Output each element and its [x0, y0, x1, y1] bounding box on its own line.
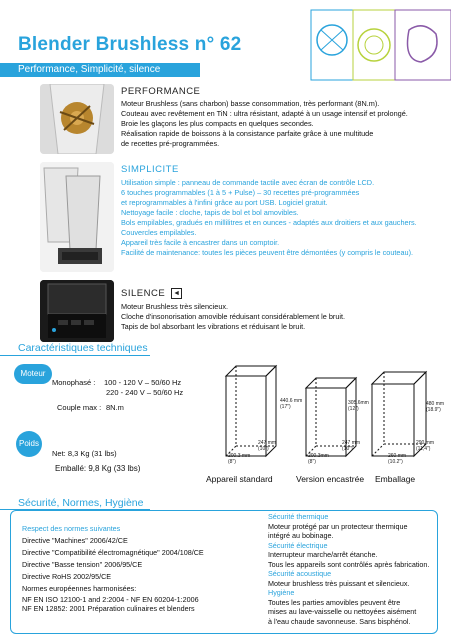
directive-item: Directive "Machines" 2006/42/CE [22, 536, 128, 545]
respect-heading: Respect des normes suivantes [22, 524, 121, 533]
hygiene-line: mises au lave-vaisselle ou nettoyées aisément [268, 607, 417, 616]
dim-value: 200.3 mm [228, 453, 251, 459]
monophase-label: Monophasé : [52, 378, 96, 387]
box-encastree-width [308, 453, 329, 465]
dim-value-inch: (10") [258, 446, 269, 452]
electrique-line: Tous les appareils sont contrôlés après fabrication. [268, 559, 430, 569]
normes-line: NF EN 12852: 2001 Préparation culinaires et blenders [22, 604, 195, 613]
dim-value-inch: (10") [342, 446, 353, 452]
simplicite-heading: SIMPLICITE [121, 164, 179, 175]
poids-net: Net: 8,3 Kg (31 lbs) [52, 449, 117, 458]
thermique-line: Moteur protégé par un protecteur thermique [268, 521, 408, 531]
dim-value-inch: (17") [280, 404, 291, 410]
thermique-heading: Sécurité thermique [268, 512, 329, 521]
dim-value-inch: (10.2") [388, 459, 403, 465]
acoustique-heading: Sécurité acoustique [268, 569, 332, 578]
couple-value: 8N.m [106, 403, 124, 412]
dim-value: 480 mm [426, 401, 445, 407]
speaker-icon: ◄ [173, 290, 181, 297]
simplicite-line: Utilisation simple : panneau de commande tactile avec écran de contrôle LCD. [121, 178, 375, 187]
simplicite-line: Couvercles empilables. [121, 228, 197, 237]
monophase-value-2: 220 - 240 V – 50/60 Hz [106, 388, 184, 397]
acoustique-line: Moteur brushless très puissant et silencieux. [268, 578, 410, 588]
fruit-decoration [291, 0, 451, 100]
dim-value: 440.6 mm [280, 398, 303, 404]
dim-value-inch: (11,4") [416, 446, 431, 452]
box-standard-label: Appareil standard [206, 474, 273, 484]
blade-photo [40, 84, 114, 154]
box-emballage-label: Emballage [375, 474, 416, 484]
dim-value: 247 mm [342, 440, 361, 446]
electrique-line: Interrupteur marche/arrêt étanche. [268, 550, 378, 559]
monophase-value-1: 100 - 120 V – 50/60 Hz [104, 378, 182, 387]
performance-line: Moteur Brushless (sans charbon) basse consommation, très performant (8N.m). [121, 99, 380, 108]
silence-line: Tapis de bol absorbant les vibrations et réduisant le bruit. [121, 322, 306, 331]
silence-line: Cloche d'insonorisation amovible réduisant considérablement le bruit. [121, 312, 346, 321]
securite-right-column [268, 512, 448, 626]
simplicite-line: Nettoyage facile : cloche, tapis de bol et bol amovibles. [121, 208, 299, 217]
page-title: Blender Brushless n° 62 [18, 34, 242, 55]
simplicite-line: 6 touches programmables (1 à 5 + Pulse) – 30 recettes pré-programmées [121, 188, 360, 197]
page-subtitle: Performance, Simplicité, silence [18, 64, 161, 75]
silence-line: Moteur Brushless très silencieux. [121, 302, 229, 311]
securite-heading: Sécurité, Normes, Hygiène [18, 497, 144, 509]
hygiene-line: à l'eau chaude savonneuse. Sans bisphénol. [268, 616, 411, 626]
electrique-heading: Sécurité électrique [268, 540, 328, 550]
normes-line: NF EN ISO 12100-1 and 2:2004 - NF EN 60204-1:2006 [22, 595, 199, 604]
simplicite-line: et reprogrammables à l'infini grâce au port USB. Logiciel gratuit. [121, 198, 328, 207]
dim-value-inch: (18.9") [426, 407, 441, 413]
dim-value-inch: (8") [308, 459, 316, 465]
performance-line: Réalisation rapide de boissons à la consistance parfaite grâce à une multitude [121, 129, 374, 138]
performance-text [121, 99, 441, 149]
jars-photo [40, 162, 114, 272]
box-emballage-depth [416, 440, 434, 452]
performance-line: Broie les glaçons les plus compacts en quelques secondes. [121, 119, 314, 128]
thermique-line: intégré au bobinage. [268, 531, 334, 540]
silence-text [121, 302, 441, 332]
box-encastree-label: Version encastrée [296, 474, 365, 484]
dim-value-inch: (8") [228, 459, 236, 465]
directive-item: Directive "Compatibilité électromagnétique" 2004/108/CE [22, 548, 204, 557]
simplicite-text [121, 178, 441, 258]
poids-badge: Poids [16, 431, 42, 457]
hygiene-heading: Hygiène [268, 588, 295, 597]
box-encastree-height [348, 400, 369, 412]
performance-line: Couteau avec revêtement en TiN : ultra résistant, adapté à un usage intensif et prolongé. [121, 109, 408, 118]
dim-value: 290 mm [416, 440, 435, 446]
specs-underline [0, 355, 150, 356]
box-emballage-width [388, 453, 406, 465]
simplicite-line: Facilité de maintenance: toutes les pièces peuvent être démontées (y compris le couteau). [121, 248, 414, 257]
box-standard-width [228, 453, 250, 465]
dim-value: 247 mm [258, 440, 277, 446]
simplicite-line: Appareil très facile à encastrer dans un comptoir. [121, 238, 280, 247]
normes-column [22, 523, 204, 613]
performance-line: de recettes pré-programmées. [121, 139, 220, 148]
dim-value: 260 mm [388, 453, 407, 459]
dim-value: 305.6mm [348, 400, 369, 406]
box-standard-height [280, 398, 302, 410]
simplicite-line: Bols empilables, gradués en millilitres et en ounces - adaptés aux droitiers et aux gauchers. [121, 218, 417, 227]
box-encastree-depth [342, 440, 360, 452]
performance-heading: PERFORMANCE [121, 86, 201, 97]
couple-label: Couple max : [57, 403, 102, 412]
blender-photo [40, 280, 114, 342]
directive-item: Directive RoHS 2002/95/CE [22, 572, 112, 581]
dim-value-inch: (12") [348, 406, 359, 412]
silence-heading-text: SILENCE [121, 288, 166, 300]
box-emballage-height [426, 401, 444, 413]
poids-emballe: Emballé: 9,8 Kg (33 lbs) [55, 464, 141, 473]
box-standard-depth [258, 440, 276, 452]
dim-value: 200.3mm [308, 453, 329, 459]
dimension-diagrams [220, 362, 445, 462]
directive-item: Directive "Basse tension" 2006/95/CE [22, 560, 143, 569]
hygiene-line: Toutes les parties amovibles peuvent être [268, 597, 401, 607]
normes-label: Normes européennes harmonisées: [22, 584, 137, 593]
silence-heading [121, 288, 182, 299]
specs-heading: Caractéristiques techniques [18, 342, 148, 354]
moteur-badge: Moteur [14, 364, 52, 384]
